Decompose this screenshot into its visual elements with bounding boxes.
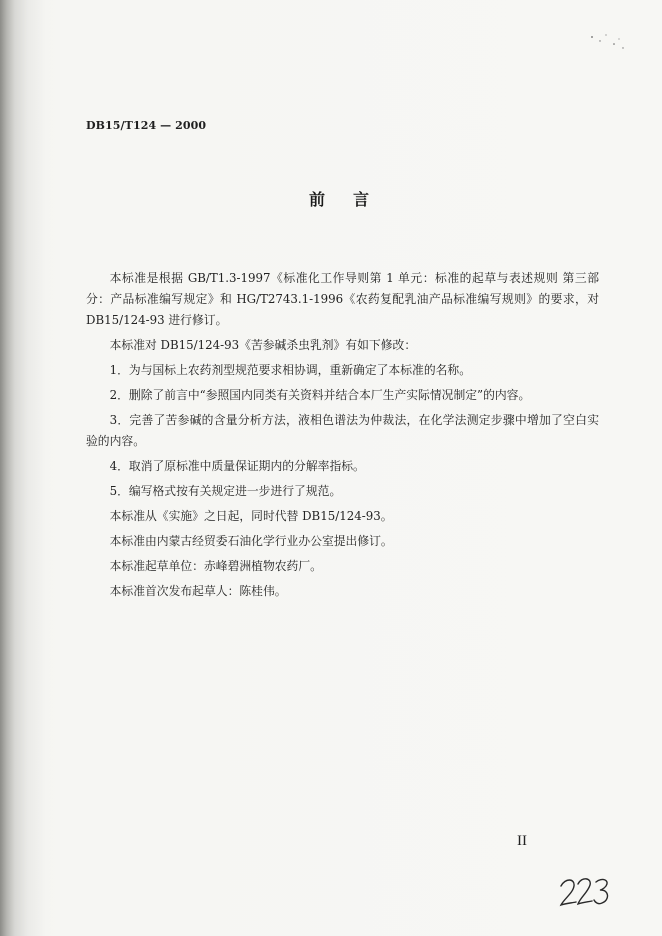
page-number: II — [517, 833, 527, 849]
foreword-body — [86, 268, 599, 606]
scan-specks — [588, 32, 628, 54]
paragraph-change-2: 2．删除了前言中“参照国内同类有关资料并结合本厂生产实际情况制定”的内容。 — [109, 388, 531, 402]
paragraph-changes-intro: 本标准对 DB15/124-93《苦参碱杀虫乳剂》有如下修改： — [109, 338, 417, 352]
page-title: 前言 — [309, 190, 398, 209]
standard-code: DB15/T124 — 2000 — [86, 119, 207, 132]
paragraph-drafting-unit: 本标准起草单位：赤峰碧洲植物农药厂。 — [109, 559, 322, 573]
paragraph-change-5: 5．编写格式按有关规定进一步进行了规范。 — [109, 484, 342, 498]
handwritten-page-number — [557, 870, 613, 912]
paragraph-drafter: 本标准首次发布起草人：陈桂伟。 — [109, 584, 287, 598]
paragraph-change-4: 4．取消了原标准中质量保证期内的分解率指标。 — [109, 459, 365, 473]
binding-shadow — [0, 0, 46, 936]
paragraph-change-1: 1．为与国标上农药剂型规范要求相协调，重新确定了本标准的名称。 — [109, 363, 472, 377]
paragraph-change-3: 3．完善了苦参碱的含量分析方法，液相色谱法为仲裁法，在化学法测定步骤中增加了空白实验的内容。 — [86, 413, 599, 448]
paragraph-basis: 本标准是根据 GB/T1.3-1997《标准化工作导则第 1 单元：标准的起草与表述规则 第三部分：产品标准编写规定》和 HG/T2743.1-1996《农药复配乳油产品标准编写规则》的要求，对 DB15/124-93 进行修订。 — [86, 271, 599, 327]
paragraph-proposer: 本标准由内蒙古经贸委石油化学行业办公室提出修订。 — [109, 534, 393, 548]
paragraph-implementation: 本标准从《实施》之日起，同时代替 DB15/124-93。 — [109, 509, 393, 523]
